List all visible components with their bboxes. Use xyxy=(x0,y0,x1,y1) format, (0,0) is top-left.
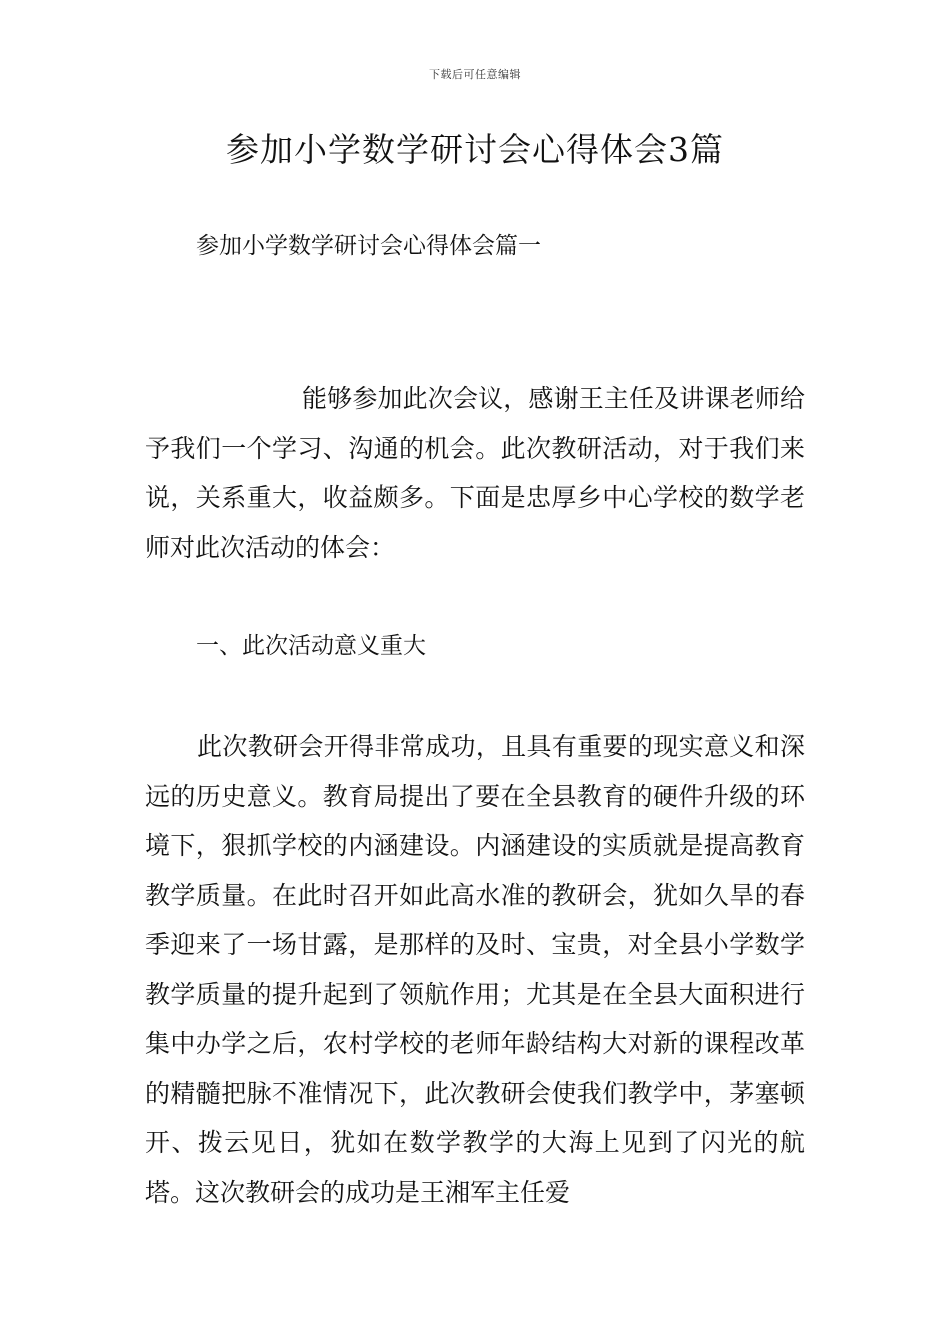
heading-significance: 一、此次活动意义重大 xyxy=(196,633,426,659)
document-title: 参加小学数学研讨会心得体会3篇 xyxy=(226,130,724,169)
header-note: 下载后可任意编辑 xyxy=(429,68,521,81)
section-title: 参加小学数学研讨会心得体会篇一 xyxy=(196,233,541,259)
paragraph-significance: 此次教研会开得非常成功，且具有重要的现实意义和深远的历史意义。教育局提出了要在全县教育的硬件升级的环境下，狠抓学校的内涵建设。内涵建设的实质就是提高教育教学质量。在此时召开如此高水准的教研会，犹如久旱的春季迎来了一场甘露，是那样的及时、宝贵，对全县小学数学教学质量的提升起到了领航作用；尤其是在全县大面积进行集中办学之后，农村学校的老师年龄结构大对新的课程改革的精髓把脉不准情况下，此次教研会使我们教学中，茅塞顿开、拨云见日，犹如在数学教学的大海上见到了闪光的航塔。这次教研会的成功是王湘军主任爱 xyxy=(145,732,805,1207)
paragraph-intro: 能够参加此次会议，感谢王主任及讲课老师给予我们一个学习、沟通的机会。此次教研活动，对于我们来说，关系重大，收益颇多。下面是忠厚乡中心学校的数学老师对此次活动的体会： xyxy=(145,384,805,562)
